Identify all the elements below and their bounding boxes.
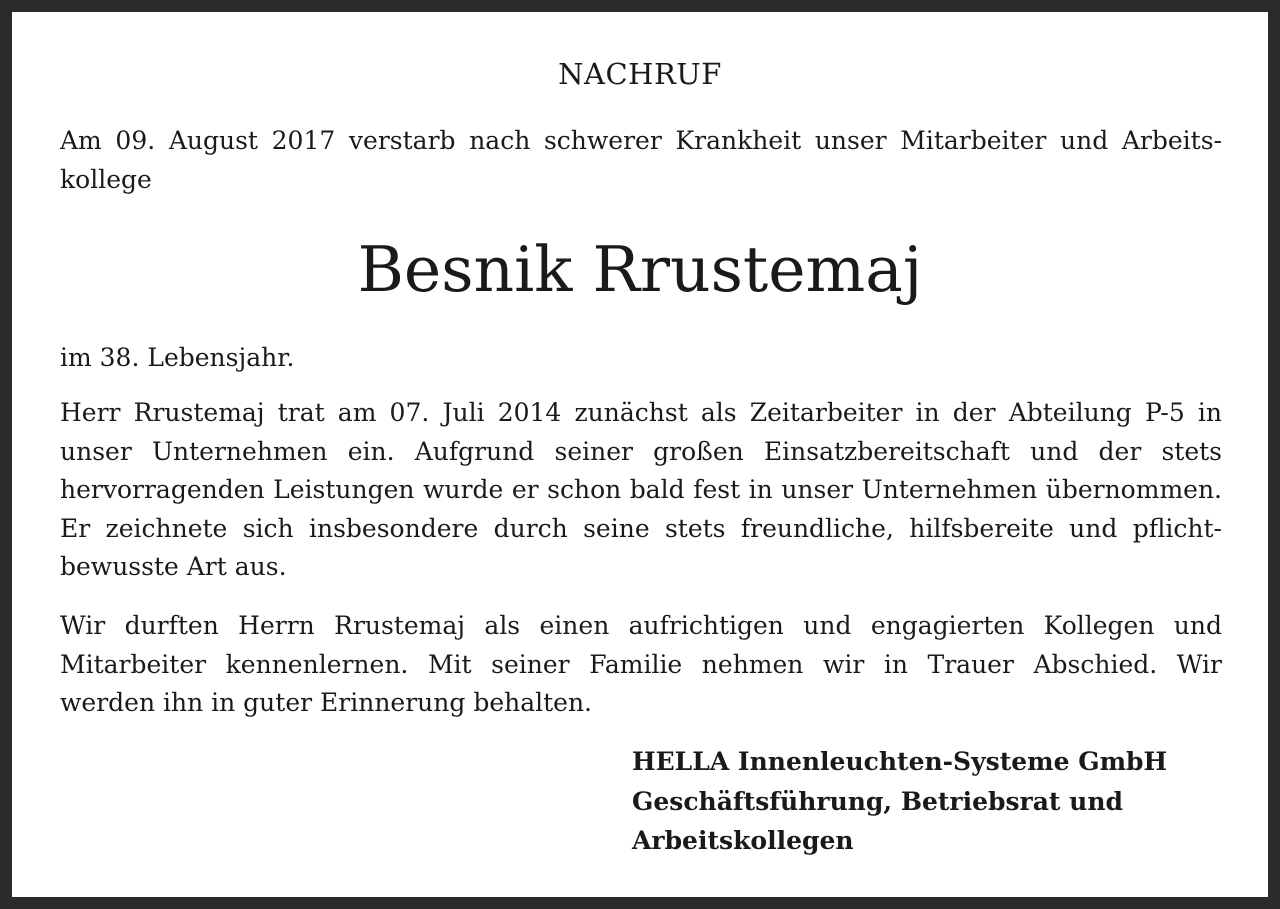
age-line: im 38. Lebensjahr. — [60, 343, 295, 372]
closing-line: Wir durften Herrn Rrustemaj als einen aufrichtigen und engagierten Kollegen und — [60, 611, 1222, 640]
intro-line: Am 09. August 2017 verstarb nach schwerer Krankheit unser Mitarbeiter und Arbeits- — [60, 126, 1222, 155]
age-paragraph — [60, 339, 1222, 378]
career-line: Er zeichnete sich insbesondere durch seine stets freundliche, hilfsbereite und pflicht- — [60, 513, 1222, 543]
closing-paragraph — [60, 607, 1222, 723]
closing-line: Mitarbeiter kennenlernen. Mit seiner Familie nehmen wir in Trauer Abschied. Wir — [60, 649, 1222, 679]
career-line: hervorragenden Leistungen wurde er schon bald fest in unser Unternehmen übernommen. — [60, 475, 1222, 504]
career-line: Herr Rrustemaj trat am 07. Juli 2014 zunächst als Zeitarbeiter in der Abteilung P-5 in — [60, 398, 1222, 427]
deceased-name: Besnik Rrustemaj — [357, 233, 923, 306]
signature-block — [632, 742, 1167, 861]
career-line: unser Unternehmen ein. Aufgrund seiner großen Einsatzbereitschaft und der stets — [60, 436, 1222, 466]
career-line: bewusste Art aus. — [60, 552, 287, 581]
signature-company: HELLA Innenleuchten-Systeme GmbH — [632, 747, 1168, 776]
obituary-notice — [12, 12, 1268, 897]
intro-line: kollege — [60, 164, 152, 194]
signature-line: Geschäftsführung, Betriebsrat und — [632, 786, 1123, 816]
signature-line: Arbeitskollegen — [632, 826, 854, 855]
intro-paragraph — [60, 122, 1222, 199]
notice-heading: NACHRUF — [558, 57, 722, 91]
career-paragraph — [60, 394, 1222, 587]
closing-line: werden ihn in guter Erinnerung behalten. — [60, 688, 593, 717]
